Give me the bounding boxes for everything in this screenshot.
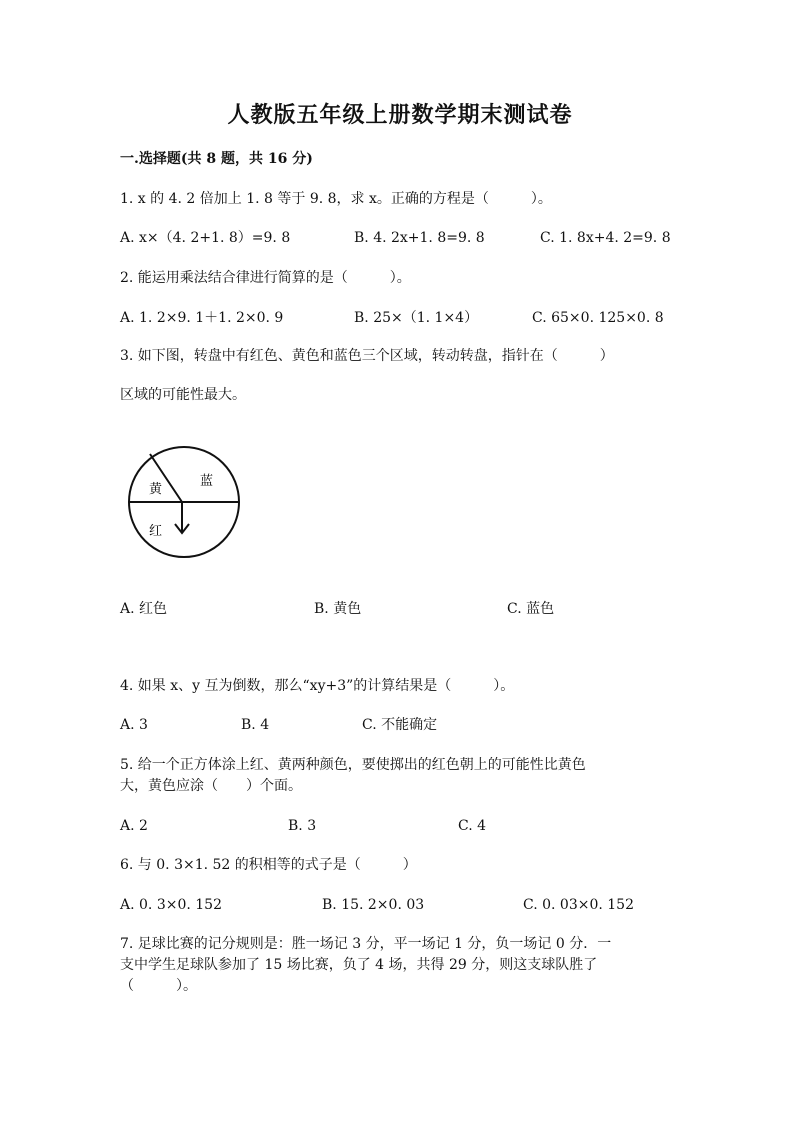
question-6-option-b[interactable]: B. 15. 2×0. 03 <box>322 897 425 913</box>
question-5-text-line2: 大，黄色应涂（ ）个面。 <box>120 778 302 794</box>
question-7-text-line2: 支中学生足球队参加了 15 场比赛，负了 4 场，共得 29 分，则这支球队胜了 <box>120 957 598 973</box>
question-4-option-b[interactable]: B. 4 <box>241 717 270 733</box>
question-6-option-c[interactable]: C. 0. 03×0. 152 <box>523 897 634 913</box>
question-3-option-c[interactable]: C. 蓝色 <box>507 601 555 617</box>
question-6-option-a[interactable]: A. 0. 3×0. 152 <box>120 897 222 913</box>
question-7-text-line3: （ ）。 <box>120 978 197 994</box>
question-2-text: 2. 能运用乘法结合律进行简算的是（ ）。 <box>120 270 411 286</box>
question-5-text-line1: 5. 给一个正方体涂上红、黄两种颜色，要使掷出的红色朝上的可能性比黄色 <box>120 757 586 773</box>
spinner-label-yellow: 黄 <box>149 482 163 497</box>
question-1-option-c[interactable]: C. 1. 8x+4. 2=9. 8 <box>540 230 671 246</box>
question-1-text: 1. x 的 4. 2 倍加上 1. 8 等于 9. 8，求 x。正确的方程是（ ）。 <box>120 191 552 207</box>
question-3-option-a[interactable]: A. 红色 <box>120 601 168 617</box>
question-2-option-b[interactable]: B. 25×（1. 1×4） <box>354 310 479 326</box>
question-3-option-b[interactable]: B. 黄色 <box>314 601 362 617</box>
spinner-label-blue: 蓝 <box>200 474 214 489</box>
question-2-option-c[interactable]: C. 65×0. 125×0. 8 <box>532 310 664 326</box>
question-7-text-line1: 7. 足球比赛的记分规则是：胜一场记 3 分，平一场记 1 分，负一场记 0 分．一 <box>120 936 612 952</box>
question-5-option-c[interactable]: C. 4 <box>458 818 487 834</box>
question-1-option-a[interactable]: A. x×（4. 2+1. 8）=9. 8 <box>120 230 291 246</box>
page-title: 人教版五年级上册数学期末测试卷 <box>227 102 573 128</box>
question-5-option-b[interactable]: B. 3 <box>288 818 317 834</box>
spinner-figure <box>120 440 250 560</box>
question-4-text: 4. 如果 x、y 互为倒数，那么“xy+3”的计算结果是（ ）。 <box>120 678 515 694</box>
question-3-text-line2: 区域的可能性最大。 <box>120 387 246 403</box>
question-6-text: 6. 与 0. 3×1. 52 的积相等的式子是（ ） <box>120 857 417 873</box>
spinner-label-red: 红 <box>149 524 163 539</box>
question-2-option-a[interactable]: A. 1. 2×9. 1＋1. 2×0. 9 <box>120 310 284 326</box>
question-1-option-b[interactable]: B. 4. 2x+1. 8=9. 8 <box>354 230 485 246</box>
question-5-option-a[interactable]: A. 2 <box>120 818 148 834</box>
question-4-option-a[interactable]: A. 3 <box>120 717 148 733</box>
question-3-text-line1: 3. 如下图，转盘中有红色、黄色和蓝色三个区域，转动转盘，指针在（ ） <box>120 348 614 364</box>
question-4-option-c[interactable]: C. 不能确定 <box>362 717 438 733</box>
section-heading: 一.选择题(共 8 题，共 16 分) <box>120 151 313 167</box>
